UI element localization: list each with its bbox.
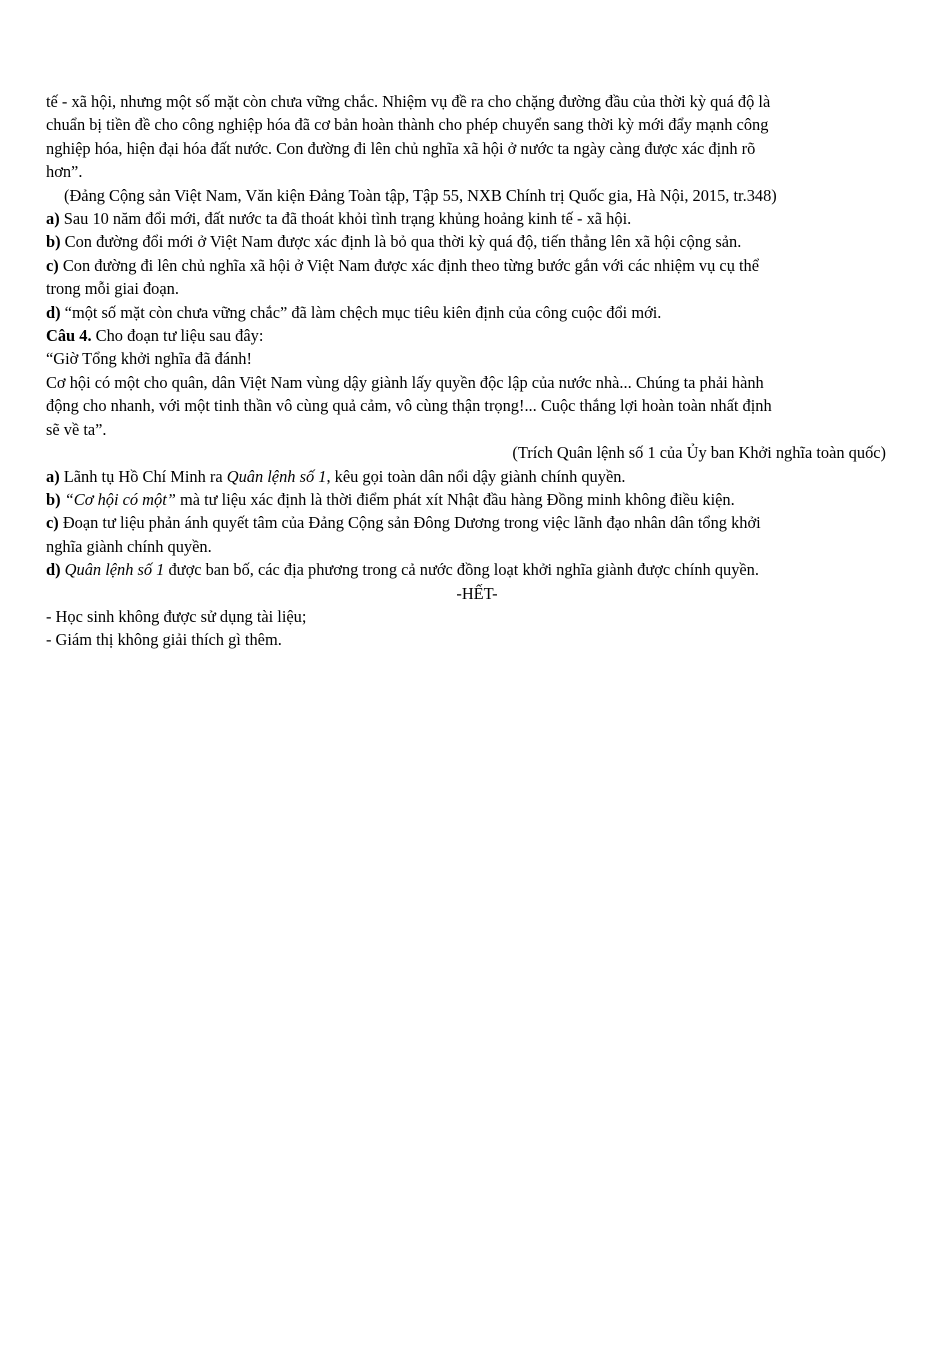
q4-quote-line: Cơ hội có một cho quân, dân Việt Nam vùng dậy giành lấy quyền độc lập của nước nhà... Chúng ta phải hành bbox=[46, 372, 764, 392]
option-emphasis: Quân lệnh số 1 bbox=[60, 560, 165, 580]
q4-quote-line: “Giờ Tổng khởi nghĩa đã đánh! bbox=[46, 349, 252, 369]
option-text: Con đường đi lên chủ nghĩa xã hội ở Việt Nam được xác định theo từng bước gắn với các nhiệm vụ cụ thể bbox=[58, 255, 760, 275]
option-emphasis: “Cơ hội có một” bbox=[60, 489, 176, 509]
note-line: - Giám thị không giải thích gì thêm. bbox=[46, 630, 282, 650]
q4-option-a bbox=[46, 465, 908, 488]
option-label: c) bbox=[46, 255, 59, 275]
q4-option-d bbox=[46, 558, 908, 581]
intro-source: (Đảng Cộng sản Việt Nam, Văn kiện Đảng Toàn tập, Tập 55, NXB Chính trị Quốc gia, Hà Nội, 2015, tr.348) bbox=[64, 185, 777, 205]
q3-option-c-cont: trong mỗi giai đoạn. bbox=[46, 279, 179, 299]
option-text: , kêu gọi toàn dân nổi dậy giành chính quyền. bbox=[326, 466, 626, 486]
option-text: mà tư liệu xác định là thời điểm phát xít Nhật đầu hàng Đồng minh không điều kiện. bbox=[175, 489, 735, 509]
q3-option-b bbox=[46, 230, 908, 253]
q3-option-d bbox=[46, 301, 908, 324]
q3-option-a bbox=[46, 207, 908, 230]
option-label: b) bbox=[46, 489, 61, 509]
option-text: được ban bố, các địa phương trong cả nước đồng loạt khởi nghĩa giành được chính quyền. bbox=[164, 560, 759, 580]
exam-page bbox=[46, 90, 908, 652]
question-prompt: Cho đoạn tư liệu sau đây: bbox=[91, 326, 264, 346]
q4-option-c-cont: nghĩa giành chính quyền. bbox=[46, 536, 212, 556]
q4-option-c bbox=[46, 511, 908, 534]
option-emphasis: Quân lệnh số 1 bbox=[226, 466, 327, 486]
option-text: “một số mặt còn chưa vững chắc” đã làm chệch mục tiêu kiên định của công cuộc đổi mới. bbox=[60, 302, 662, 322]
intro-line: chuẩn bị tiền đề cho công nghiệp hóa đã cơ bản hoàn thành cho phép chuyển sang thời kỳ mới đẩy mạnh công bbox=[46, 115, 769, 135]
option-text: Lãnh tụ Hồ Chí Minh ra bbox=[59, 466, 227, 486]
note-line: - Học sinh không được sử dụng tài liệu; bbox=[46, 606, 307, 626]
intro-line: tế - xã hội, nhưng một số mặt còn chưa vững chắc. Nhiệm vụ đề ra cho chặng đường đầu của thời kỳ quá độ là bbox=[46, 92, 771, 111]
option-label: a) bbox=[46, 209, 60, 229]
option-label: a) bbox=[46, 466, 60, 486]
q4-option-b bbox=[46, 488, 908, 511]
intro-line: hơn”. bbox=[46, 162, 83, 182]
option-label: c) bbox=[46, 513, 59, 533]
intro-line: nghiệp hóa, hiện đại hóa đất nước. Con đường đi lên chủ nghĩa xã hội ở nước ta ngày càng được xác định rõ bbox=[46, 138, 756, 158]
option-label: d) bbox=[46, 560, 61, 580]
option-text: Con đường đổi mới ở Việt Nam được xác định là bỏ qua thời kỳ quá độ, tiến thẳng lên xã hội cộng sản. bbox=[60, 232, 742, 252]
end-mark: -HẾT- bbox=[456, 583, 498, 603]
option-label: d) bbox=[46, 302, 61, 322]
option-text: Đoạn tư liệu phản ánh quyết tâm của Đảng Cộng sản Đông Dương trong việc lãnh đạo nhân dân tổng khởi bbox=[58, 513, 761, 533]
q4-quote-line: động cho nhanh, với một tinh thần vô cùng quả cảm, vô cùng thận trọng!... Cuộc thắng lợi hoàn toàn nhất định bbox=[46, 396, 772, 416]
q4-quote-line: sẽ về ta”. bbox=[46, 419, 107, 439]
option-label: b) bbox=[46, 232, 61, 252]
option-text: Sau 10 năm đổi mới, đất nước ta đã thoát khỏi tình trạng khủng hoảng kinh tế - xã hội. bbox=[59, 209, 632, 229]
question-title: Câu 4. bbox=[46, 326, 92, 346]
q4-heading bbox=[46, 324, 908, 347]
q4-source: (Trích Quân lệnh số 1 của Ủy ban Khởi nghĩa toàn quốc) bbox=[512, 443, 886, 463]
q3-option-c bbox=[46, 254, 908, 277]
